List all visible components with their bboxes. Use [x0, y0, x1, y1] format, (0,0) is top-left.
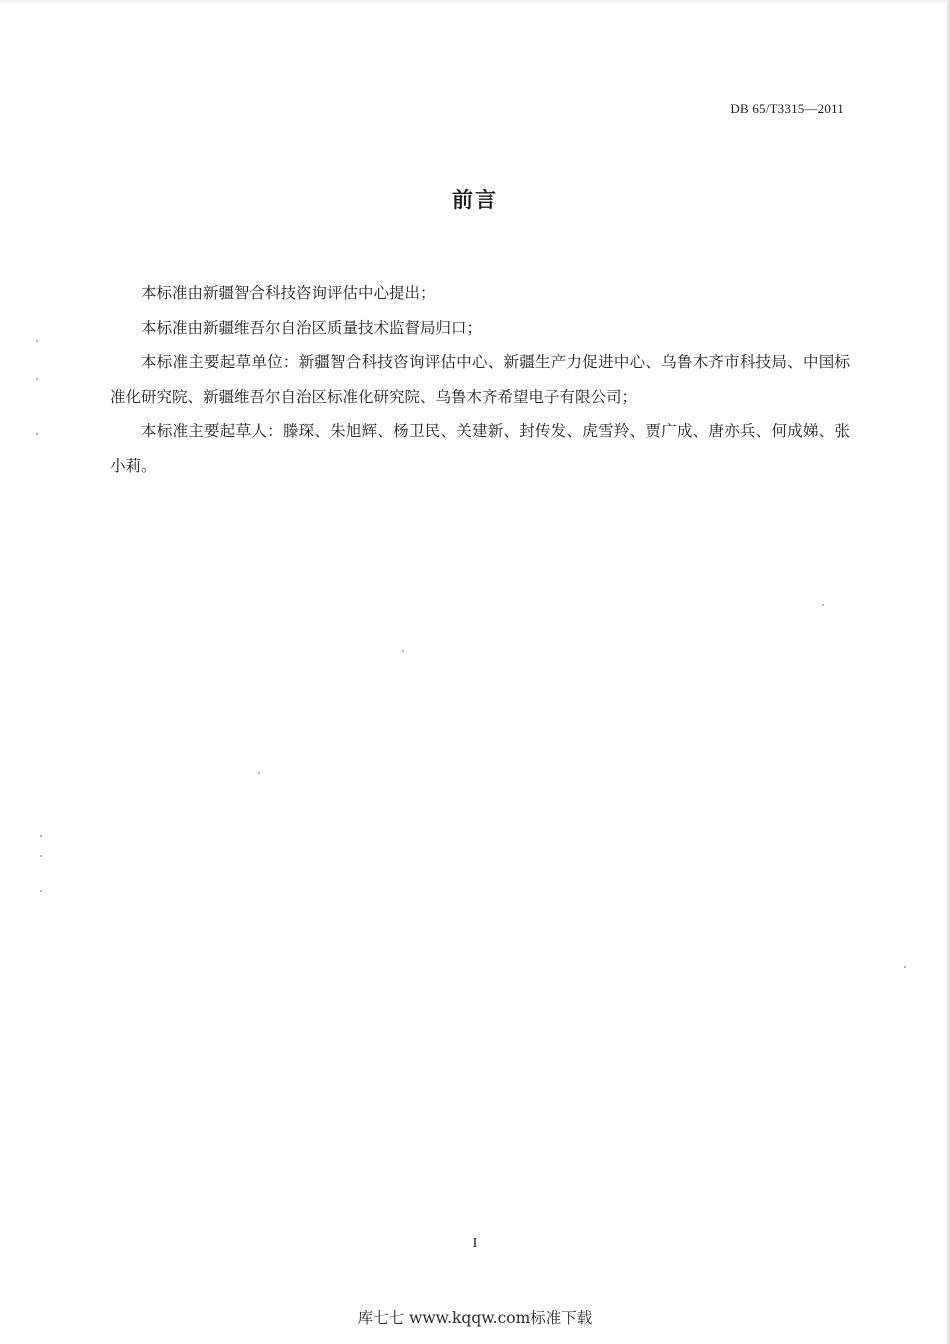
scan-top-edge — [0, 0, 950, 4]
scan-speck — [36, 378, 38, 380]
page-number: I — [472, 1236, 478, 1251]
foreword-body — [110, 276, 850, 483]
scan-speck — [402, 650, 404, 652]
page-title: 前言 — [452, 188, 498, 212]
scan-speck — [822, 604, 824, 606]
paragraph-drafting-units: 本标准主要起草单位：新疆智合科技咨询评估中心、新疆生产力促进中心、乌鲁木齐市科技局、中国标准化研究院、新疆维吾尔自治区标准化研究院、乌鲁木齐希望电子有限公司； — [110, 353, 850, 406]
scan-speck — [904, 966, 906, 968]
paragraph-drafters: 本标准主要起草人：滕琛、朱旭辉、杨卫民、关建新、封传发、虎雪羚、贾广成、唐亦兵、何成娣、张小莉。 — [110, 422, 850, 475]
scan-speck — [40, 890, 42, 892]
standard-code: DB 65/T3315—2011 — [730, 101, 844, 116]
scan-speck — [258, 772, 260, 774]
scan-speck — [36, 433, 38, 435]
scan-speck — [40, 855, 42, 857]
watermark-text: 库七七 www.kqqw.com标准下载 — [357, 1309, 593, 1327]
paragraph-proposer: 本标准由新疆智合科技咨询评估中心提出； — [141, 284, 436, 302]
paragraph-administrator: 本标准由新疆维吾尔自治区质量技术监督局归口； — [141, 318, 483, 337]
scan-speck — [36, 340, 38, 342]
scan-speck — [40, 835, 42, 837]
